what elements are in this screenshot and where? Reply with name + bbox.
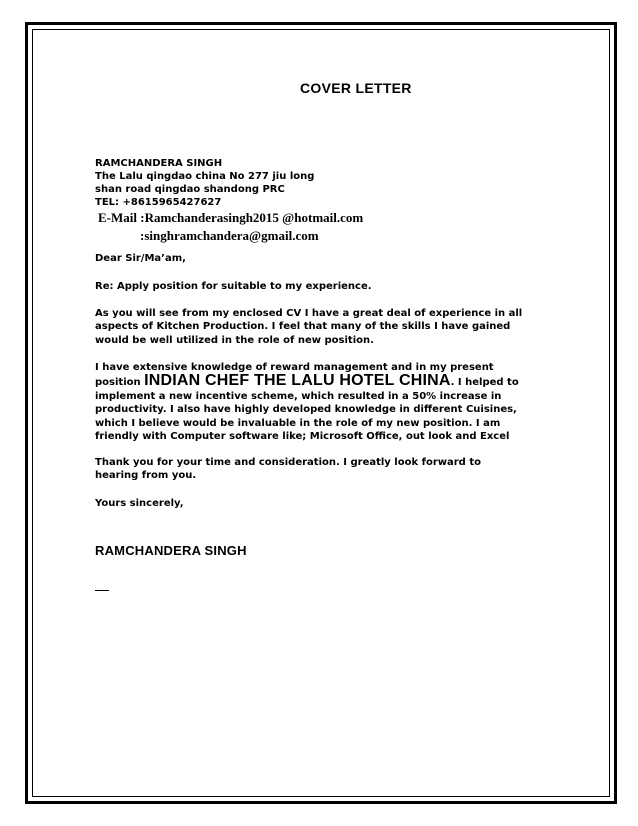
signature-name: RAMCHANDERA SINGH [95,543,247,558]
paragraph-thanks [95,456,565,483]
sender-phone: TEL: +8615965427627 [95,197,222,208]
paragraph-line: would be well utilized in the role of new position. [95,334,374,346]
position-suffix: . I helped to [450,377,519,389]
paragraph-line: I have extensive knowledge of reward management and in my present [95,362,494,373]
paragraph-line: aspects of Kitchen Production. I feel that many of the skills I have gained [95,321,511,333]
paragraph-experience [95,307,565,347]
salutation-text: Dear Sir/Ma’am, [95,253,186,264]
sender-email-2: :singhramchandera@gmail.com [140,228,319,243]
paragraph-line: which I believe would be invaluable in the role of my new position. I am [95,417,501,429]
paragraph-line: productivity. I also have highly developed knowledge in different Cuisines, [95,404,517,416]
salutation [95,252,565,265]
paragraph-line-with-position [95,374,565,389]
signature-underline [95,590,109,591]
closing-text: Yours sincerely, [95,498,184,509]
sender-address-line-2: shan road qingdao shandong PRC [95,184,285,195]
subject-text: Re: Apply position for suitable to my experience. [95,281,372,292]
position-prefix: position [95,377,145,389]
position-title: INDIAN CHEF THE LALU HOTEL CHINA [144,372,451,390]
sender-email-block [98,209,363,245]
closing [95,497,565,510]
paragraph-line: As you will see from my enclosed CV I have a great deal of experience in all [95,308,523,319]
paragraph-knowledge [95,361,565,443]
sender-address-line-1: The Lalu qingdao china No 277 jiu long [95,171,315,182]
sender-email-1: E-Mail :Ramchanderasingh2015 @hotmail.com [98,210,364,225]
document-title: COVER LETTER [300,80,412,96]
paragraph-line: Thank you for your time and consideration. I greatly look forward to [95,457,481,468]
sender-block [95,157,314,209]
paragraph-line: friendly with Computer software like; Microsoft Office, out look and Excel [95,431,510,443]
paragraph-line: implement a new incentive scheme, which resulted in a 50% increase in [95,390,502,402]
paragraph-line: hearing from you. [95,470,197,482]
subject-line [95,280,565,293]
sender-name: RAMCHANDERA SINGH [95,158,223,169]
